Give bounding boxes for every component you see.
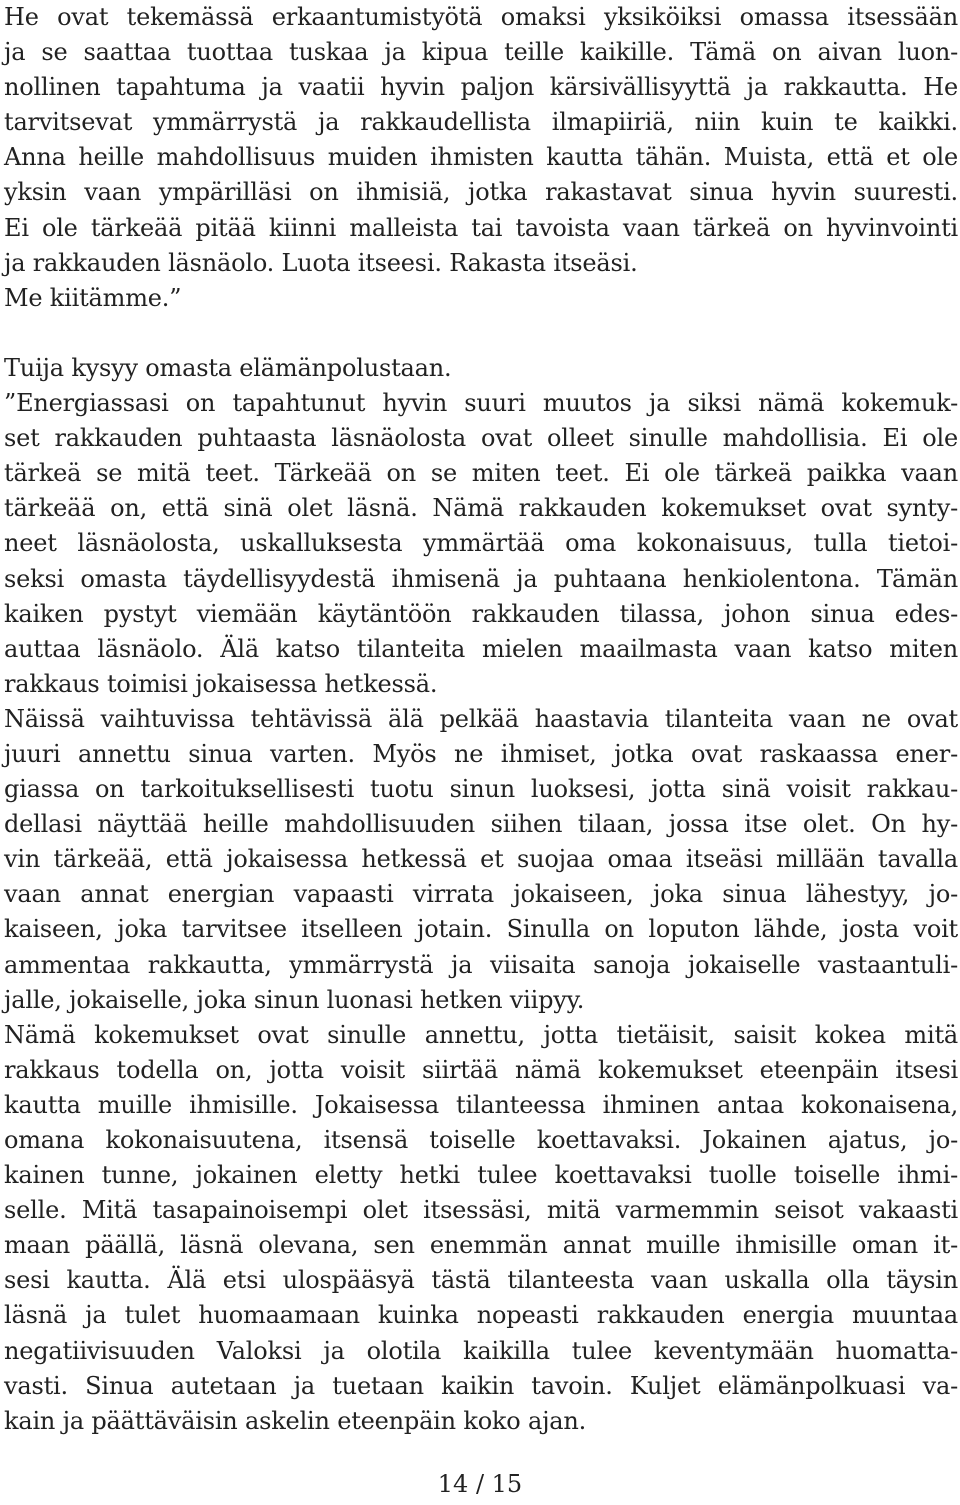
life-path-block [4, 351, 958, 1439]
text-line: ”Energiassasi on tapahtunut hyvin suuri muutos ja siksi nämä kokemuk- [4, 389, 958, 418]
text-line: negatiivisuuden Valoksi ja olotila kaikilla tulee keventymään huomatta- [4, 1336, 958, 1365]
text-line: jalle, jokaiselle, joka sinun luonasi hetken viipyy. [4, 985, 585, 1014]
text-line: Me kiitämme.” [4, 283, 182, 312]
text-line: Tuija kysyy omasta elämänpolustaan. [4, 353, 452, 382]
text-line: ja rakkauden läsnäolo. Luota itseesi. Rakasta itseäsi. [4, 248, 638, 277]
text-line: maan päällä, läsnä olevana, sen enemmän annat muille ihmisille oman it- [4, 1231, 958, 1260]
text-line: vin tärkeää, että jokaisessa hetkessä et suojaa omaa itseäsi millään tavalla [4, 845, 958, 874]
text-line: seksi omasta täydellisyydestä ihmisenä ja puhtaana henkiolentona. Tämän [4, 564, 958, 593]
text-line: kain ja päättäväisin askelin eteenpäin koko ajan. [4, 1406, 587, 1435]
text-line: ja se saattaa tuottaa tuskaa ja kipua teille kaikille. Tämä on aivan luon- [4, 38, 958, 67]
text-line: Näissä vaihtuvissa tehtävissä älä pelkää haastavia tilanteita vaan ne ovat [4, 704, 958, 733]
text-line: Ei ole tärkeää pitää kiinni malleista tai tavoista vaan tärkeä on hyvinvointi [4, 213, 958, 242]
text-line: rakkaus todella on, jotta voisit siirtää nämä kokemukset eteenpäin itsesi [4, 1055, 958, 1084]
text-line: vaan annat energian vapaasti virrata jokaiseen, joka sinua lähestyy, jo- [4, 880, 958, 909]
text-line: selle. Mitä tasapainoisempi olet itsessäsi, mitä varmemmin seisot vakaasti [4, 1196, 958, 1225]
text-line: set rakkauden puhtaasta läsnäolosta ovat olleet sinulle mahdollisia. Ei ole [4, 424, 958, 453]
text-line: He ovat tekemässä erkaantumistyötä omaksi yksiköiksi omassa itsessään [4, 3, 958, 31]
text-line: kautta muille ihmisille. Jokaisessa tilanteessa ihminen antaa kokonaisena, [4, 1090, 958, 1119]
text-line: yksin vaan ympärilläsi on ihmisiä, jotka rakastavat sinua hyvin suuresti. [4, 178, 958, 207]
text-line: omana kokonaisuutena, itsensä toiselle koettavaksi. Jokainen ajatus, jo- [4, 1126, 958, 1154]
paragraph-gap [4, 316, 958, 351]
text-line: ammentaa rakkautta, ymmärrystä ja viisaita sanoja jokaiselle vastaantuli- [4, 950, 958, 979]
text-line: kainen tunne, jokainen eletty hetki tulee koettavaksi tuolle toiselle ihmi- [4, 1161, 958, 1190]
text-line: rakkaus toimisi jokaisessa hetkessä. [4, 669, 438, 698]
text-line: kaiken pystyt viemään käytäntöön rakkauden tilassa, johon sinua edes- [4, 599, 958, 628]
text-line: tärkeä se mitä teet. Tärkeää on se miten teet. Ei ole tärkeä paikka vaan [4, 459, 958, 488]
text-line: Nämä kokemukset ovat sinulle annettu, jotta tietäisit, saisit kokea mitä [4, 1020, 958, 1049]
text-line: vasti. Sinua autetaan ja tuetaan kaikin tavoin. Kuljet elämänpolkuasi va- [4, 1371, 958, 1400]
text-line: tärkeää on, että sinä olet läsnä. Nämä rakkauden kokemukset ovat synty- [4, 494, 958, 523]
text-line: läsnä ja tulet huomaamaan kuinka nopeasti rakkauden energia muuntaa [4, 1301, 958, 1330]
text-line: giassa on tarkoituksellisesti tuotu sinun luoksesi, jotta sinä voisit rakkau- [4, 775, 958, 804]
text-line: juuri annettu sinua varten. Myös ne ihmiset, jotka ovat raskaassa ener- [4, 739, 958, 768]
text-line: neet läsnäolosta, uskalluksesta ymmärtää oma kokonaisuus, tulla tietoi- [4, 529, 958, 558]
text-line: auttaa läsnäolo. Älä katso tilanteita mielen maailmasta vaan katso miten [4, 634, 958, 663]
text-line: dellasi näyttää heille mahdollisuuden siihen tilaan, jossa itse olet. On hy- [4, 810, 958, 839]
text-line: nollinen tapahtuma ja vaatii hyvin paljon kärsivällisyyttä ja rakkautta. He [4, 73, 958, 102]
page-number: 14 / 15 [437, 1470, 523, 1498]
message-continuation-block [4, 0, 958, 316]
text-line: sesi kautta. Älä etsi ulospääsyä tästä tilanteesta vaan uskalla olla täysin [4, 1266, 958, 1295]
text-line: tarvitsevat ymmärrystä ja rakkaudellista ilmapiiriä, niin kuin te kaikki. [4, 108, 958, 137]
text-line: kaiseen, joka tarvitsee itselleen jotain. Sinulla on loputon lähde, josta voit [4, 915, 958, 944]
document-page [4, 0, 958, 1439]
text-line: Anna heille mahdollisuus muiden ihmisten kautta tähän. Muista, että et ole [4, 143, 958, 172]
